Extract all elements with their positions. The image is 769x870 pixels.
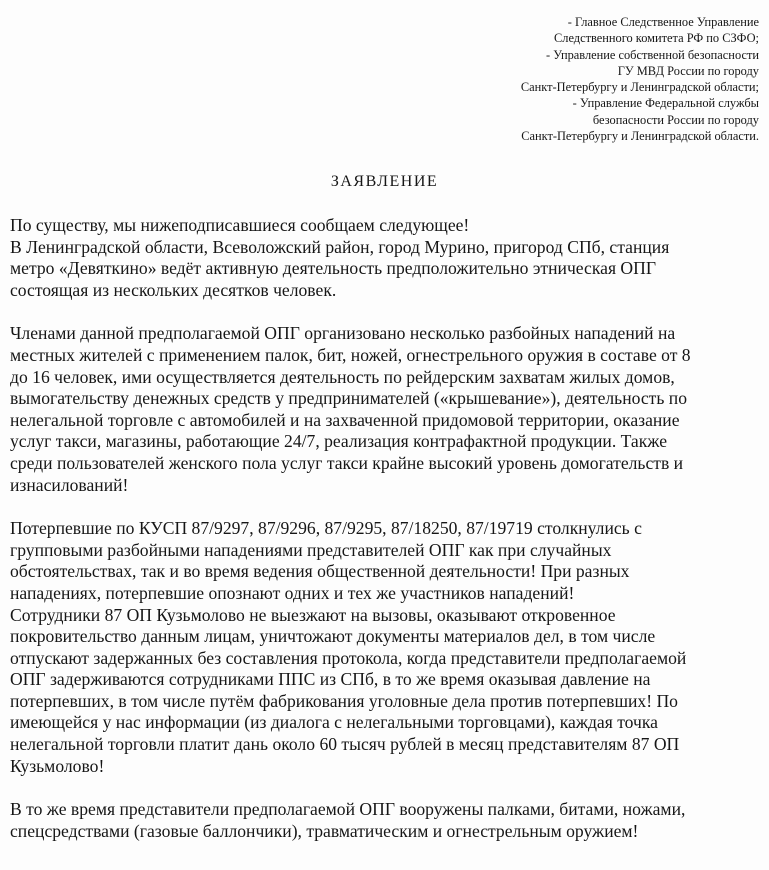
paragraph-gap [10, 777, 765, 799]
text-line: Потерпевшие по КУСП 87/9297, 87/9296, 87/9295, 87/18250, 87/19719 столкнулись с [10, 518, 642, 539]
text-line: В Ленинградской области, Всеволожский район, город Мурино, пригород СПб, станция [10, 236, 670, 257]
text-line: обстоятельствах, так и во время ведения общественной деятельности! При разных [10, 561, 630, 582]
paragraph-intro [10, 215, 765, 301]
text-line: имеющейся у нас информации (из диалога с нелегальными торговцами), каждая точка [10, 712, 658, 733]
addressee-line: Санкт-Петербургу и Ленинградской области; [520, 80, 759, 95]
text-line: до 16 человек, ими осуществляется деятельность по рейдерским захватам жилых домов, [10, 366, 675, 387]
addressee-line: - Управление собственной безопасности [546, 47, 759, 62]
paragraph-activities [10, 323, 765, 496]
addressee-block [459, 14, 759, 144]
addressee-line: безопасности России по городу [592, 112, 759, 127]
addressee-line: - Главное Следственное Управление [567, 15, 759, 29]
paragraph-gap [10, 496, 765, 518]
text-line: нелегальной торговли платит дань около 60 тысяч рублей в месяц представителям 87 ОП [10, 734, 680, 755]
text-line: среди пользователей женского пола услуг такси крайне высокий уровень домогательств и [10, 452, 684, 473]
text-line: Сотрудники 87 ОП Кузьмолово не выезжают на вызовы, оказывают откровенное [10, 604, 616, 625]
text-line: покровительство данным лицам, уничтожают документы материалов дел, в том числе [10, 626, 656, 647]
text-line: По существу, мы нижеподписавшиеся сообщаем следующее! [10, 215, 470, 235]
text-line: Членами данной предполагаемой ОПГ организовано несколько разбойных нападений на [10, 323, 676, 344]
addressee-line: Следственного комитета РФ по СЗФО; [554, 31, 759, 46]
addressee-line: - Управление Федеральной службы [572, 96, 759, 111]
text-line: метро «Девяткино» ведёт активную деятельность предположительно этническая ОПГ [10, 258, 657, 279]
text-line: В то же время представители предполагаемой ОПГ вооружены палками, битами, ножами, [10, 799, 686, 820]
text-line: групповыми разбойными нападениями представителей ОПГ как при случайных [10, 539, 612, 560]
text-line: нелегальной торговле с автомобилей и на захваченной придомовой территории, оказание [10, 409, 680, 430]
text-line: потерпевших, в том числе путём фабрикования уголовные дела против потерпевших! По [10, 690, 678, 711]
text-line: нападениях, потерпевшие опознают одних и тех же участников нападений! [10, 582, 575, 603]
text-line: местных жителей с применением палок, бит, ножей, огнестрельного оружия в составе от 8 [10, 344, 691, 365]
addressee-line: ГУ МВД России по городу [617, 63, 759, 78]
text-line: услуг такси, магазины, работающие 24/7, реализация контрафактной продукции. Также [10, 431, 668, 452]
text-line: состоящая из нескольких десятков человек. [10, 279, 337, 300]
document-body [10, 215, 765, 842]
text-line: спецсредствами (газовые баллончики), травматическим и огнестрельным оружием! [10, 820, 639, 841]
text-line: вымогательству денежных средств у предпринимателей («крышевание»), деятельность по [10, 388, 687, 409]
text-line: Кузьмолово! [10, 755, 105, 776]
document-title: ЗАЯВЛЕНИЕ [330, 173, 439, 190]
paragraph-victims [10, 518, 765, 777]
paragraph-gap [10, 301, 765, 323]
text-line: ОПГ задерживаются сотрудниками ППС из СПб, в то же время оказывая давление на [10, 669, 651, 690]
text-line: изнасилований! [10, 474, 129, 495]
addressee-line: Санкт-Петербургу и Ленинградской области. [521, 129, 759, 144]
paragraph-weapons [10, 799, 765, 842]
text-line: отпускают задержанных без составления протокола, когда представители предполагаемой [10, 647, 687, 668]
